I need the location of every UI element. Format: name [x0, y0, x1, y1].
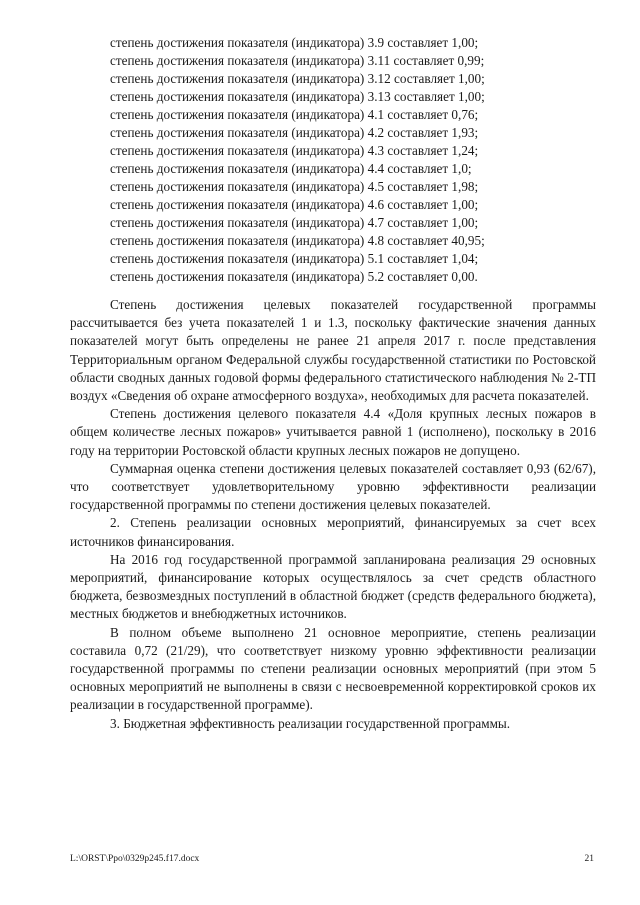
indicator-line: степень достижения показателя (индикатора) 3.13 составляет 1,00; — [110, 89, 485, 104]
indicator-line: степень достижения показателя (индикатора) 5.2 составляет 0,00. — [110, 269, 478, 284]
section-heading: 2. Степень реализации основных мероприятий, финансируемых за счет всех источников финансирования. — [70, 515, 596, 549]
paragraph: Суммарная оценка степени достижения целевых показателей составляет 0,93 (62/67), что соответствует удовлетворительному уровню эффективности реализации государственной программы по степени достижения целевых показателей. — [70, 460, 596, 513]
paragraph: На 2016 год государственной программой запланирована реализация 29 основных мероприятий, финансирование которых осуществлялось за счет средств областного бюджета, безвозмездных поступлений в областной бюджет (средств федерального бюджета), местных бюджетов и внебюджетных источников. — [70, 551, 596, 622]
indicator-line: степень достижения показателя (индикатора) 4.3 составляет 1,24; — [110, 143, 479, 158]
indicator-line: степень достижения показателя (индикатора) 4.1 составляет 0,76; — [110, 107, 479, 122]
indicator-line: степень достижения показателя (индикатора) 4.2 составляет 1,93; — [110, 125, 479, 140]
indicator-line: степень достижения показателя (индикатора) 4.4 составляет 1,0; — [110, 161, 472, 176]
indicator-line: степень достижения показателя (индикатора) 3.12 составляет 1,00; — [110, 71, 485, 86]
page-number: 21 — [584, 854, 594, 864]
indicator-line: степень достижения показателя (индикатора) 4.5 составляет 1,98; — [110, 179, 479, 194]
section-heading: 3. Бюджетная эффективность реализации государственной программы. — [110, 715, 511, 731]
indicator-list — [110, 34, 590, 286]
paragraph: В полном объеме выполнено 21 основное мероприятие, степень реализации составила 0,72 (21/29), что соответствует низкому уровню эффективности реализации государственной программы по степени реализации основных мероприятий (при этом 5 основных мероприятий не выполнены в связи с несвоевременной корректировкой сроков их реализации в государственной программе). — [70, 624, 596, 713]
indicator-line: степень достижения показателя (индикатора) 4.8 составляет 40,95; — [110, 233, 485, 248]
body-text — [70, 296, 596, 733]
indicator-line: степень достижения показателя (индикатора) 3.11 составляет 0,99; — [110, 53, 485, 68]
paragraph: Степень достижения целевого показателя 4.4 «Доля крупных лесных пожаров в общем количестве лесных пожаров» учитывается равной 1 (исполнено), поскольку в 2016 году на территории Ростовской области крупных лесных пожаров не допущено. — [70, 406, 596, 458]
paragraph: Степень достижения целевых показателей государственной программы рассчитывается без учета показателей 1 и 1.3, поскольку фактические значения данных показателей могут быть определены не ранее 21 апреля 2017 г. после представления Территориальным органом Федеральной службы государственной статистики по Ростовской области сводных данных годовой формы федерального статистического наблюдения № 2-ТП воздух «Сведения об охране атмосферного воздуха», необходимых для расчета показателей. — [70, 297, 596, 404]
indicator-line: степень достижения показателя (индикатора) 3.9 составляет 1,00; — [110, 35, 479, 50]
footer-file-path: L:\ORST\Ppo\0329p245.f17.docx — [70, 854, 200, 864]
indicator-line: степень достижения показателя (индикатора) 4.7 составляет 1,00; — [110, 215, 479, 230]
indicator-line: степень достижения показателя (индикатора) 5.1 составляет 1,04; — [110, 251, 479, 266]
indicator-line: степень достижения показателя (индикатора) 4.6 составляет 1,00; — [110, 197, 479, 212]
